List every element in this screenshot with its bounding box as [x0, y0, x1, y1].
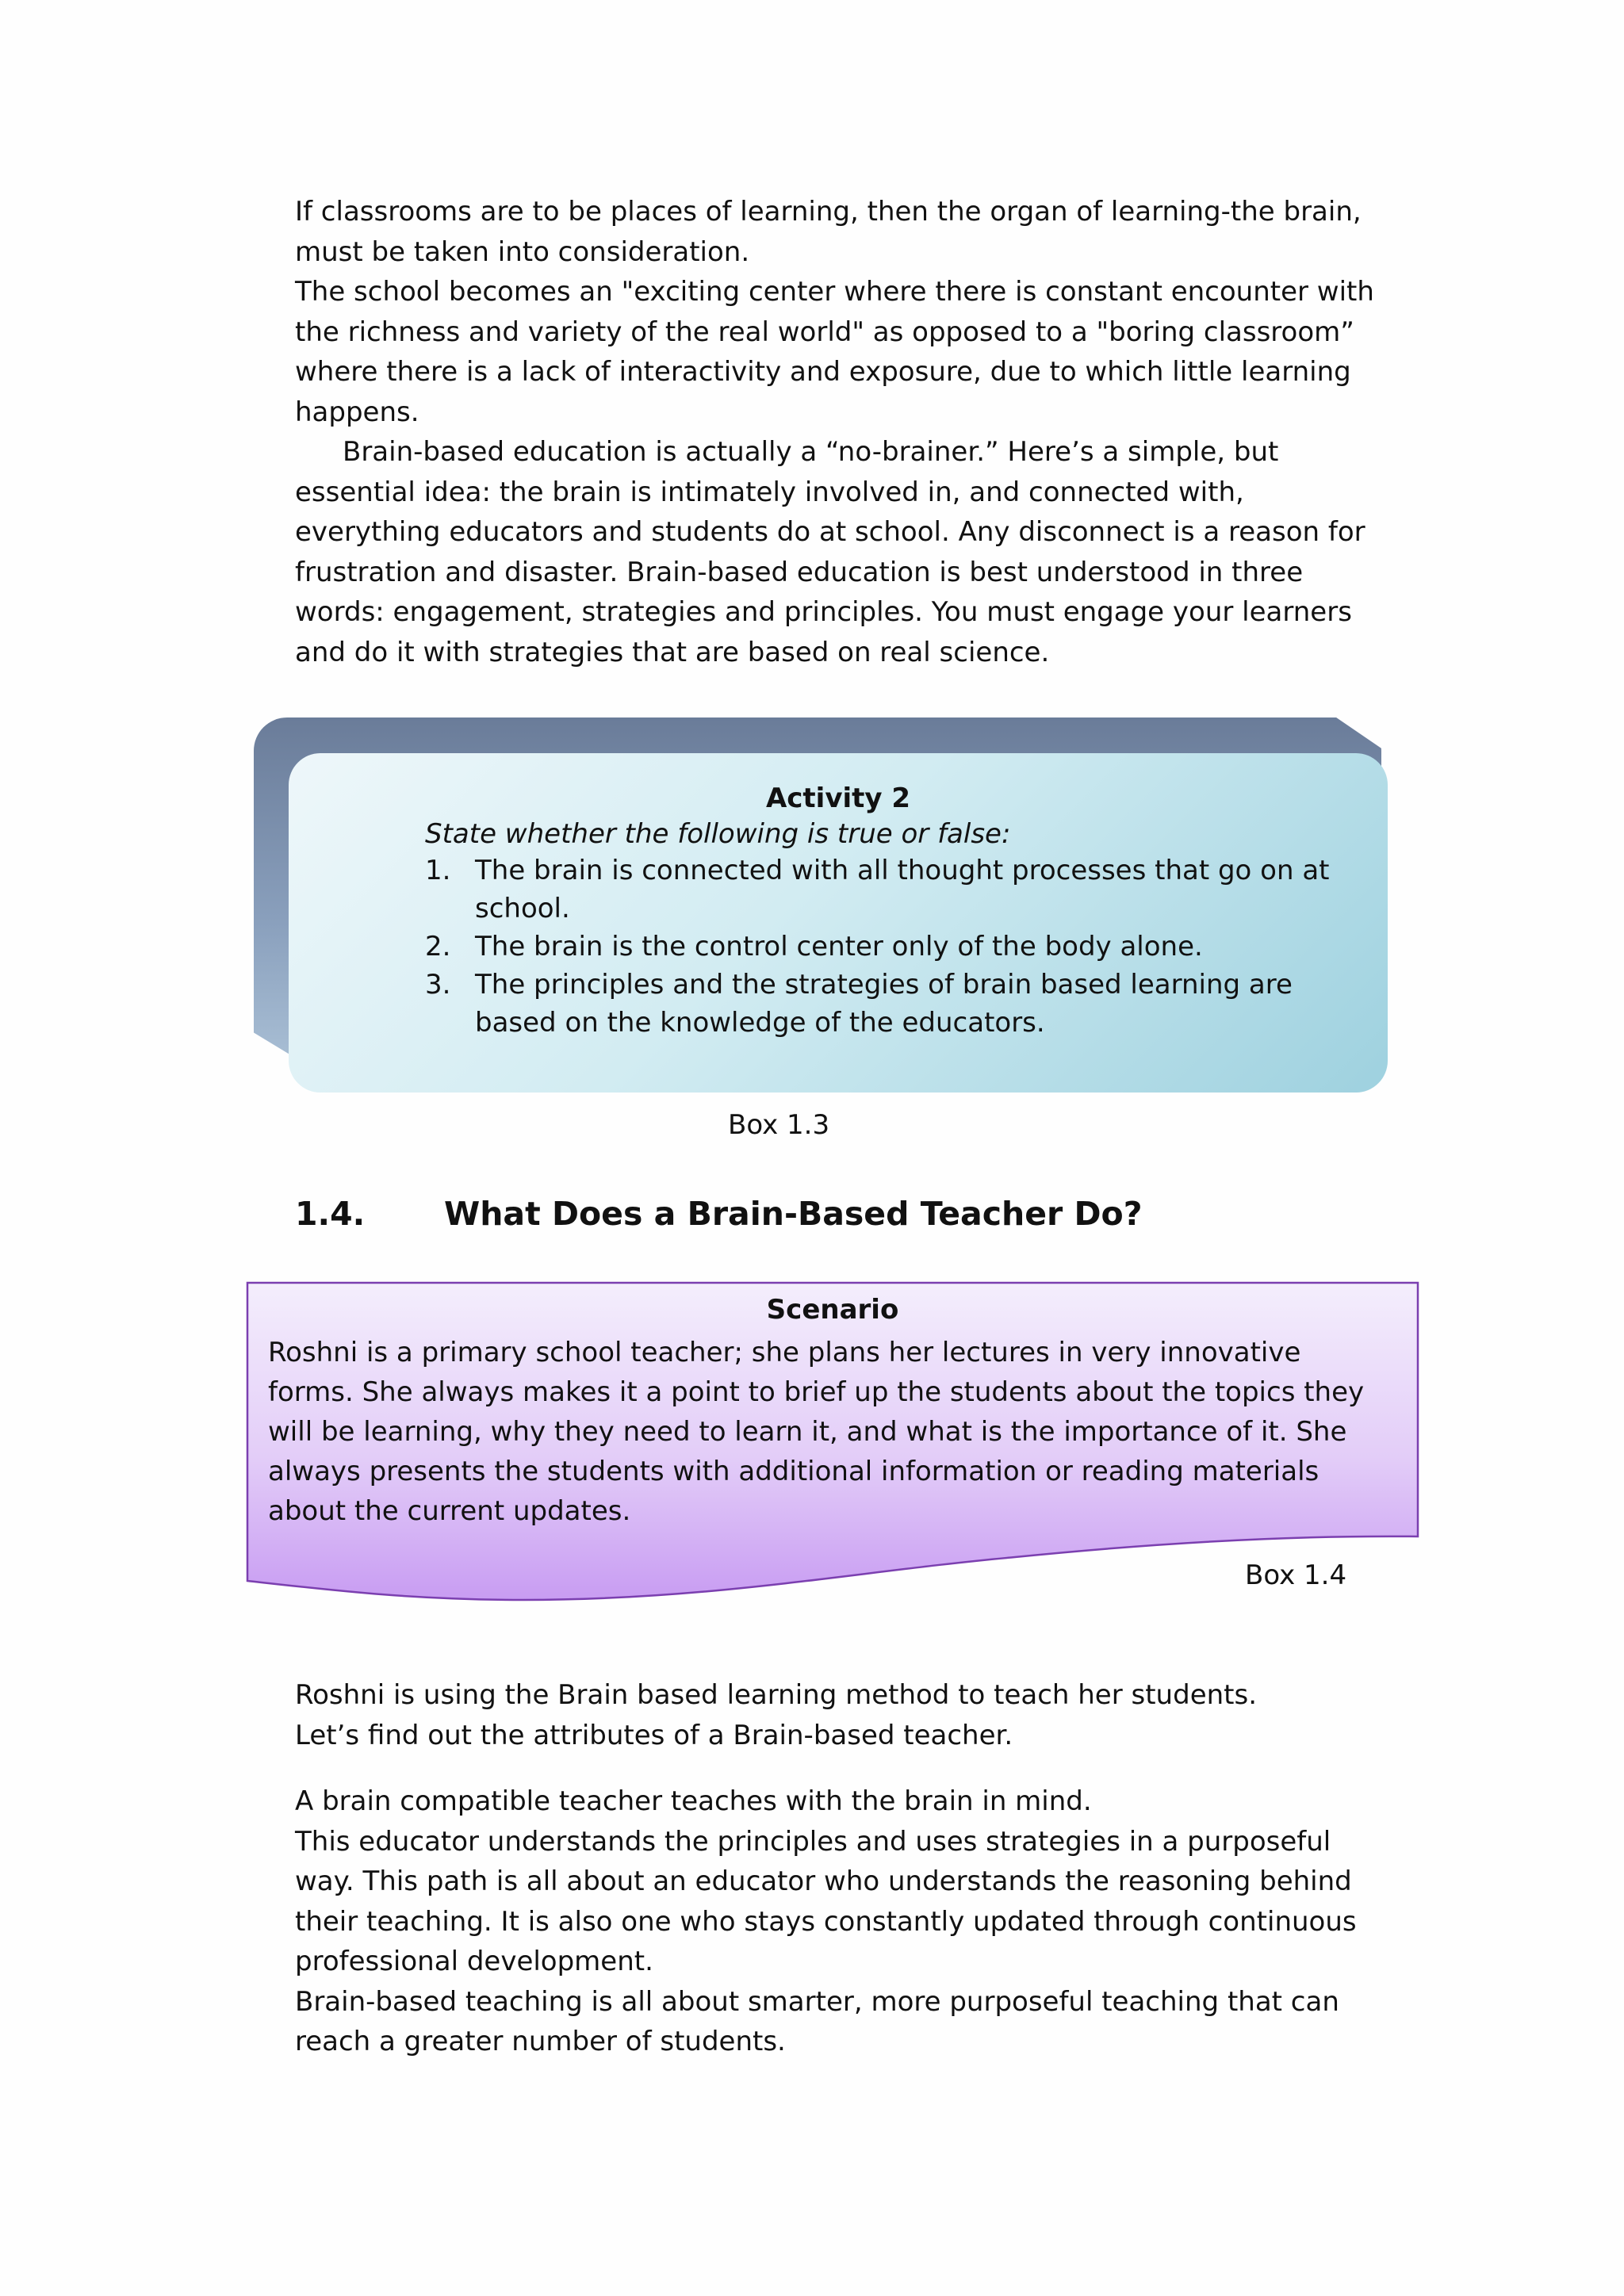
- activity-item-number: 2.: [425, 931, 451, 962]
- activity-caption: Box 1.3: [728, 1109, 830, 1141]
- body-text-1: [295, 1675, 1397, 1755]
- section-number: 1.4.: [295, 1195, 366, 1233]
- body-text-2: [295, 1781, 1397, 2062]
- body-line: Let’s find out the attributes of a Brain-based teacher.: [295, 1719, 1013, 1751]
- activity-instruction: State whether the following is true or false:: [425, 818, 1011, 850]
- activity-item-number: 1.: [425, 855, 451, 886]
- scenario-caption: Box 1.4: [1245, 1559, 1347, 1591]
- body-line: A brain compatible teacher teaches with the brain in mind.: [295, 1785, 1092, 1817]
- activity-item-text: The principles and the strategies of brain based learning are based on the knowledge of the educators.: [475, 969, 1293, 1039]
- intro-paragraph-3: Brain-based education is actually a “no-brainer.” Here’s a simple, but essential idea: the brain is intimately involved in, and connected with, everything educators and students do at school. Any disconnect is a reason for frustration and disaster. Brain-based education is best understood in three words: engagement, strategies and principles. You must engage your learners and do it with strategies that are based on real science.: [295, 436, 1365, 668]
- body-line: Brain-based teaching is all about smarter, more purposeful teaching that can reach a greater number of students.: [295, 1985, 1339, 2057]
- body-line: This educator understands the principles and uses strategies in a purposeful way. This path is all about an educator who understands the reasoning behind their teaching. It is also one who stays constantly updated through continuous professional development.: [295, 1825, 1357, 1977]
- activity-title: Activity 2: [765, 783, 911, 814]
- activity-item-text: The brain is the control center only of the body alone.: [475, 931, 1203, 962]
- scenario-text: Roshni is a primary school teacher; she plans her lectures in very innovative forms. She always makes it a point to brief up the students about the topics they will be learning, why they need to learn it, and what is the importance of it. She always presents the students with additional information or reading materials about the current updates.: [268, 1337, 1365, 1527]
- intro-paragraph-1: If classrooms are to be places of learning, then the organ of learning-the brain, must be taken into consideration.: [295, 196, 1362, 268]
- section-title: What Does a Brain-Based Teacher Do?: [444, 1195, 1143, 1233]
- activity-item-text: The brain is connected with all thought processes that go on at school.: [475, 855, 1330, 924]
- scenario-title: Scenario: [766, 1294, 899, 1326]
- intro-paragraph-2: The school becomes an "exciting center where there is constant encounter with the richness and variety of the real world" as opposed to a "boring classroom” where there is a lack of interactivity and exposure, due to which little learning happens.: [295, 276, 1374, 428]
- activity-item-number: 3.: [425, 969, 451, 1001]
- body-line: Roshni is using the Brain based learning method to teach her students.: [295, 1679, 1258, 1711]
